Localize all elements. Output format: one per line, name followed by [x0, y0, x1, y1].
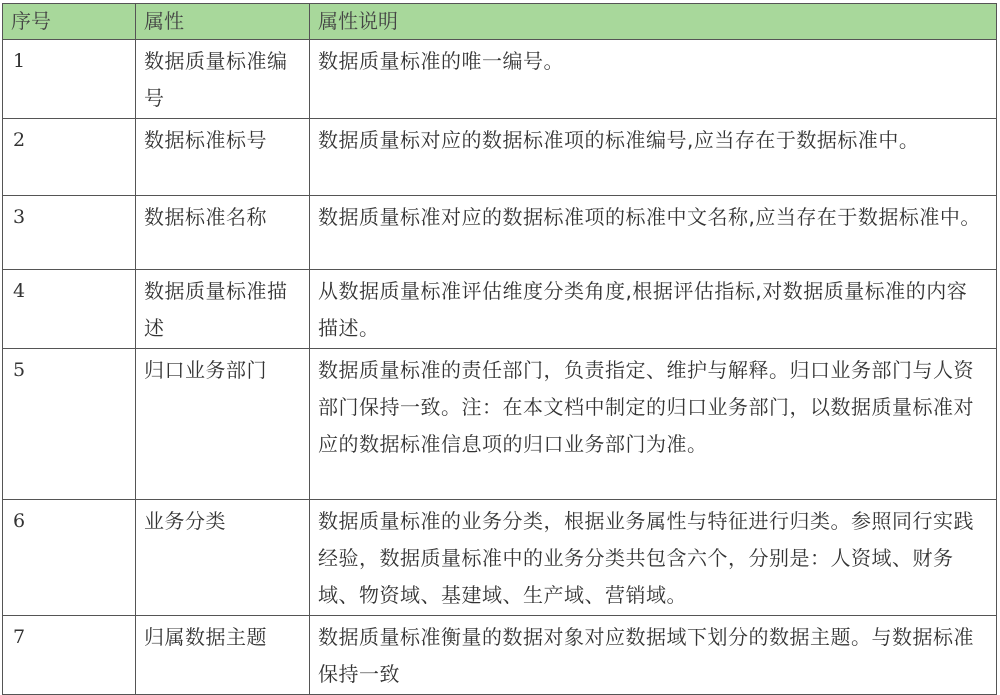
row-attribute: 数据质量标准描述	[136, 270, 310, 349]
row-index: 7	[3, 616, 136, 695]
row-attribute: 业务分类	[136, 500, 310, 616]
header-description: 属性说明	[310, 4, 997, 40]
table-row	[3, 349, 997, 500]
table-row	[3, 270, 997, 349]
row-index: 6	[3, 500, 136, 616]
table-row	[3, 40, 997, 119]
attribute-table-container	[2, 3, 996, 695]
header-row	[3, 4, 997, 40]
row-attribute: 数据标准名称	[136, 196, 310, 270]
row-description: 数据质量标准的业务分类，根据业务属性与特征进行归类。参照同行实践经验，数据质量标准中的业务分类共包含六个，分别是：人资域、财务域、物资域、基建域、生产域、营销域。	[310, 500, 997, 616]
row-index: 1	[3, 40, 136, 119]
row-description: 数据质量标准的责任部门，负责指定、维护与解释。归口业务部门与人资部门保持一致。注：在本文档中制定的归口业务部门，以数据质量标准对应的数据标准信息项的归口业务部门为准。	[310, 349, 997, 500]
row-attribute: 归口业务部门	[136, 349, 310, 500]
row-attribute: 数据质量标准编号	[136, 40, 310, 119]
row-index: 4	[3, 270, 136, 349]
row-description: 数据质量标准的唯一编号。	[310, 40, 997, 119]
row-index: 5	[3, 349, 136, 500]
row-index: 3	[3, 196, 136, 270]
row-description: 数据质量标准衡量的数据对象对应数据域下划分的数据主题。与数据标准保持一致	[310, 616, 997, 695]
table-body	[3, 40, 997, 695]
header-attribute: 属性	[136, 4, 310, 40]
table-row	[3, 616, 997, 695]
row-description: 数据质量标对应的数据标准项的标准编号,应当存在于数据标准中。	[310, 119, 997, 196]
table-row	[3, 500, 997, 616]
row-description: 从数据质量标准评估维度分类角度,根据评估指标,对数据质量标准的内容描述。	[310, 270, 997, 349]
table-row	[3, 196, 997, 270]
row-description: 数据质量标准对应的数据标准项的标准中文名称,应当存在于数据标准中。	[310, 196, 997, 270]
row-attribute: 数据标准标号	[136, 119, 310, 196]
row-attribute: 归属数据主题	[136, 616, 310, 695]
table-header	[3, 4, 997, 40]
row-index: 2	[3, 119, 136, 196]
header-index: 序号	[3, 4, 136, 40]
table-row	[3, 119, 997, 196]
attribute-table	[2, 3, 997, 695]
